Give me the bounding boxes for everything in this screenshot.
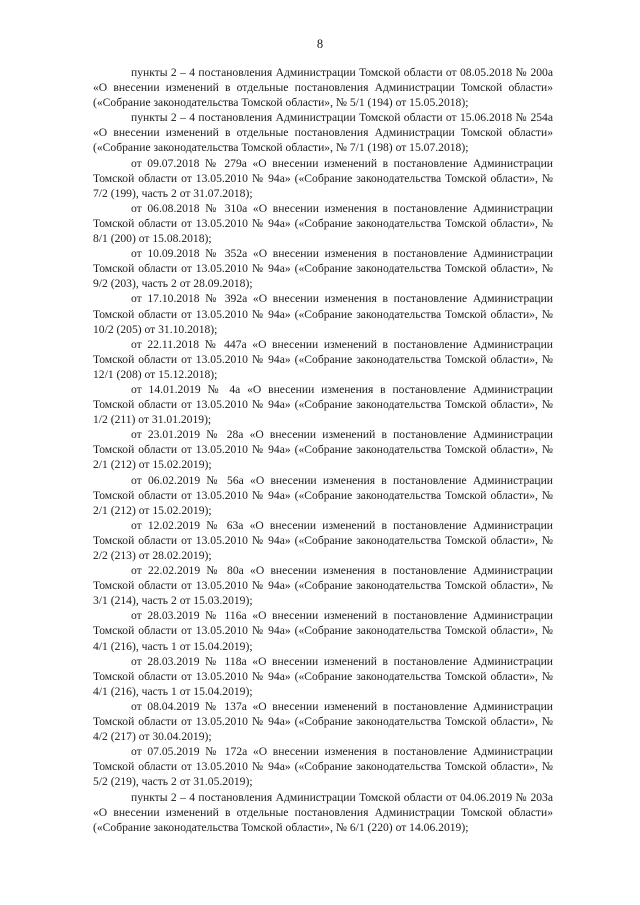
list-item: от 12.02.2019 № 63а «О внесении изменений в постановление Администрации Томской области от 13.05.2010 № 94а» («Собрание законодательства Томской области», № 2/2 (213) от 28.02.2019); (93, 518, 553, 562)
list-item: пункты 2 – 4 постановления Администрации Томской области от 15.06.2018 № 254а «О внесении изменений в отдельные постановления Администрации Томской области» («Собрание законодательства Томской области», № 7/1 (198) от 15.07.2018); (93, 111, 553, 155)
list-item: от 23.01.2019 № 28а «О внесении изменений в постановление Администрации Томской области от 13.05.2010 № 94а» («Собрание законодательства Томской области», № 2/1 (212) от 15.02.2019); (93, 428, 553, 472)
list-item: от 06.02.2019 № 56а «О внесении изменения в постановление Администрации Томской области от 13.05.2010 № 94а» («Собрание законодательства Томской области», № 2/1 (212) от 15.02.2019); (93, 473, 553, 517)
list-item: от 28.03.2019 № 118а «О внесении изменений в постановление Администрации Томской области от 13.05.2010 № 94а» («Собрание законодательства Томской области», № 4/1 (216), часть 1 от 15.04.2019); (93, 654, 553, 698)
list-item: пункты 2 – 4 постановления Администрации Томской области от 04.06.2019 № 203а «О внесении изменений в отдельные постановления Администрации Томской области» («Собрание законодательства Томской области», № 6/1 (220) от 14.06.2019); (93, 790, 553, 834)
list-item: от 28.03.2019 № 116а «О внесении изменений в постановление Администрации Томской области от 13.05.2010 № 94а» («Собрание законодательства Томской области», № 4/1 (216), часть 1 от 15.04.2019); (93, 609, 553, 653)
list-item: от 14.01.2019 № 4а «О внесении изменения в постановление Администрации Томской области от 13.05.2010 № 94а» («Собрание законодательства Томской области», № 1/2 (211) от 31.01.2019); (93, 382, 553, 427)
list-item: от 17.10.2018 № 392а «О внесении изменения в постановление Администрации Томской области от 13.05.2010 № 94а» («Собрание законодательства Томской области», № 10/2 (205) от 31.10.2018); (93, 292, 553, 336)
list-item: от 22.11.2018 № 447а «О внесении изменений в постановление Администрации Томской области от 13.05.2010 № 94а» («Собрание законодательства Томской области», № 12/1 (208) от 15.12.2018); (93, 337, 553, 381)
list-item: от 10.09.2018 № 352а «О внесении изменения в постановление Администрации Томской области от 13.05.2010 № 94а» («Собрание законодательства Томской области», № 9/2 (203), часть 2 от 28.09.2018); (93, 247, 553, 291)
list-item: от 22.02.2019 № 80а «О внесении изменения в постановление Администрации Томской области от 13.05.2010 № 94а» («Собрание законодательства Томской области», № 3/1 (214), часть 2 от 15.03.2019); (93, 564, 553, 608)
page-number: 8 (316, 37, 324, 51)
list-item: от 09.07.2018 № 279а «О внесении изменений в постановление Администрации Томской области от 13.05.2010 № 94а» («Собрание законодательства Томской области», № 7/2 (199), часть 2 от 31.07.2018); (93, 156, 553, 200)
list-item: от 07.05.2019 № 172а «О внесении изменения в постановление Администрации Томской области от 13.05.2010 № 94а» («Собрание законодательства Томской области», № 5/2 (219), часть 2 от 31.05.2019); (93, 745, 553, 789)
list-item: от 08.04.2019 № 137а «О внесении изменений в постановление Администрации Томской области от 13.05.2010 № 94а» («Собрание законодательства Томской области», № 4/2 (217) от 30.04.2019); (93, 699, 553, 744)
document-body (93, 65, 553, 835)
list-item: пункты 2 – 4 постановления Администрации Томской области от 08.05.2018 № 200а «О внесении изменений в отдельные постановления Администрации Томской области» («Собрание законодательства Томской области», № 5/1 (194) от 15.05.2018); (93, 66, 553, 110)
list-item: от 06.08.2018 № 310а «О внесении изменения в постановление Администрации Томской области от 13.05.2010 № 94а» («Собрание законодательства Томской области», № 8/1 (200) от 15.08.2018); (93, 201, 553, 246)
